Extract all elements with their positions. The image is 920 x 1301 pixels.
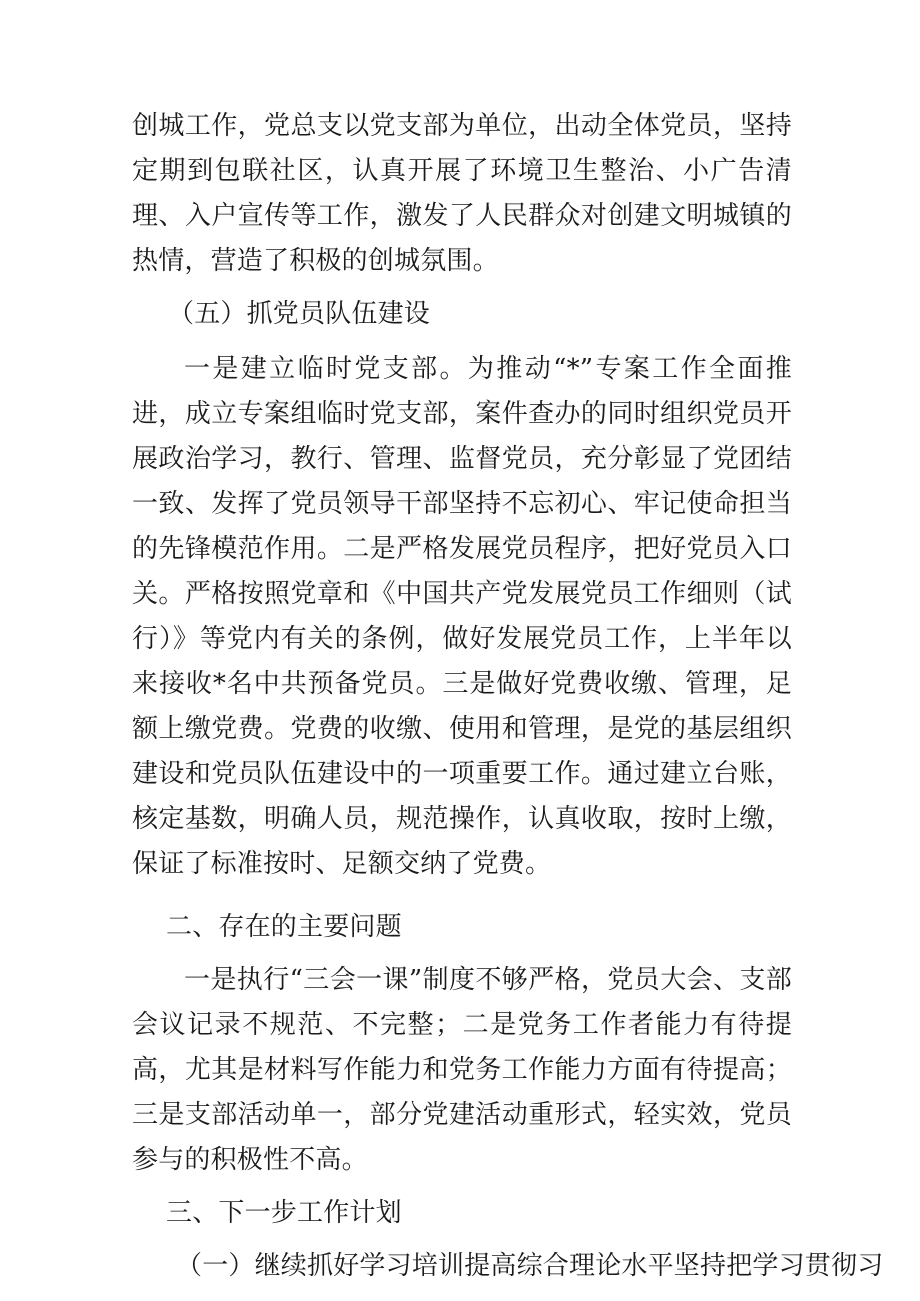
paragraph-city-creation: 创城工作，党总支以党支部为单位，出动全体党员，坚持定期到包联社区，认真开展了环境卫生整治、小广告清理、入户宣传等工作，激发了人民群众对创建文明城镇的热情，营造了积极的创城氛围。 (132, 111, 792, 276)
heading-next-plan: 三、下一步工作计划 (166, 1198, 402, 1228)
heading-main-problems: 二、存在的主要问题 (166, 912, 402, 942)
paragraph-main-problems: 一是执行“三会一课”制度不够严格，党员大会、支部会议记录不规范、不完整；二是党务工作者能力有待提高，尤其是材料写作能力和党务工作能力方面有待提高；三是支部活动单一，部分党建活动重形式，轻实效，党员参与的积极性不高。 (132, 965, 792, 1175)
document-body (132, 104, 884, 1289)
heading-party-member-team: （五）抓党员队伍建设 (168, 299, 431, 329)
heading-continue-study: （一）继续抓好学习培训提高综合理论水平坚持把学习贯彻习 (176, 1251, 884, 1281)
paragraph-party-member-team: 一是建立临时党支部。为推动“*”专案工作全面推进，成立专案组临时党支部，案件查办的同时组织党员开展政治学习，教行、管理、监督党员，充分彰显了党团结一致、发挥了党员领导干部坚持不忘初心、牢记使命担当的先锋模范作用。二是严格发展党员程序，把好党员入口关。严格按照党章和《中国共产党发展党员工作细则（试行）》等党内有关的条例，做好发展党员工作，上半年以来接收*名中共预备党员。三是做好党费收缴、管理，足额上缴党费。党费的收缴、使用和管理，是党的基层组织建设和党员队伍建设中的一项重要工作。通过建立台账，核定基数，明确人员，规范操作，认真收取，按时上缴，保证了标准按时、足额交纳了党费。 (132, 354, 792, 879)
